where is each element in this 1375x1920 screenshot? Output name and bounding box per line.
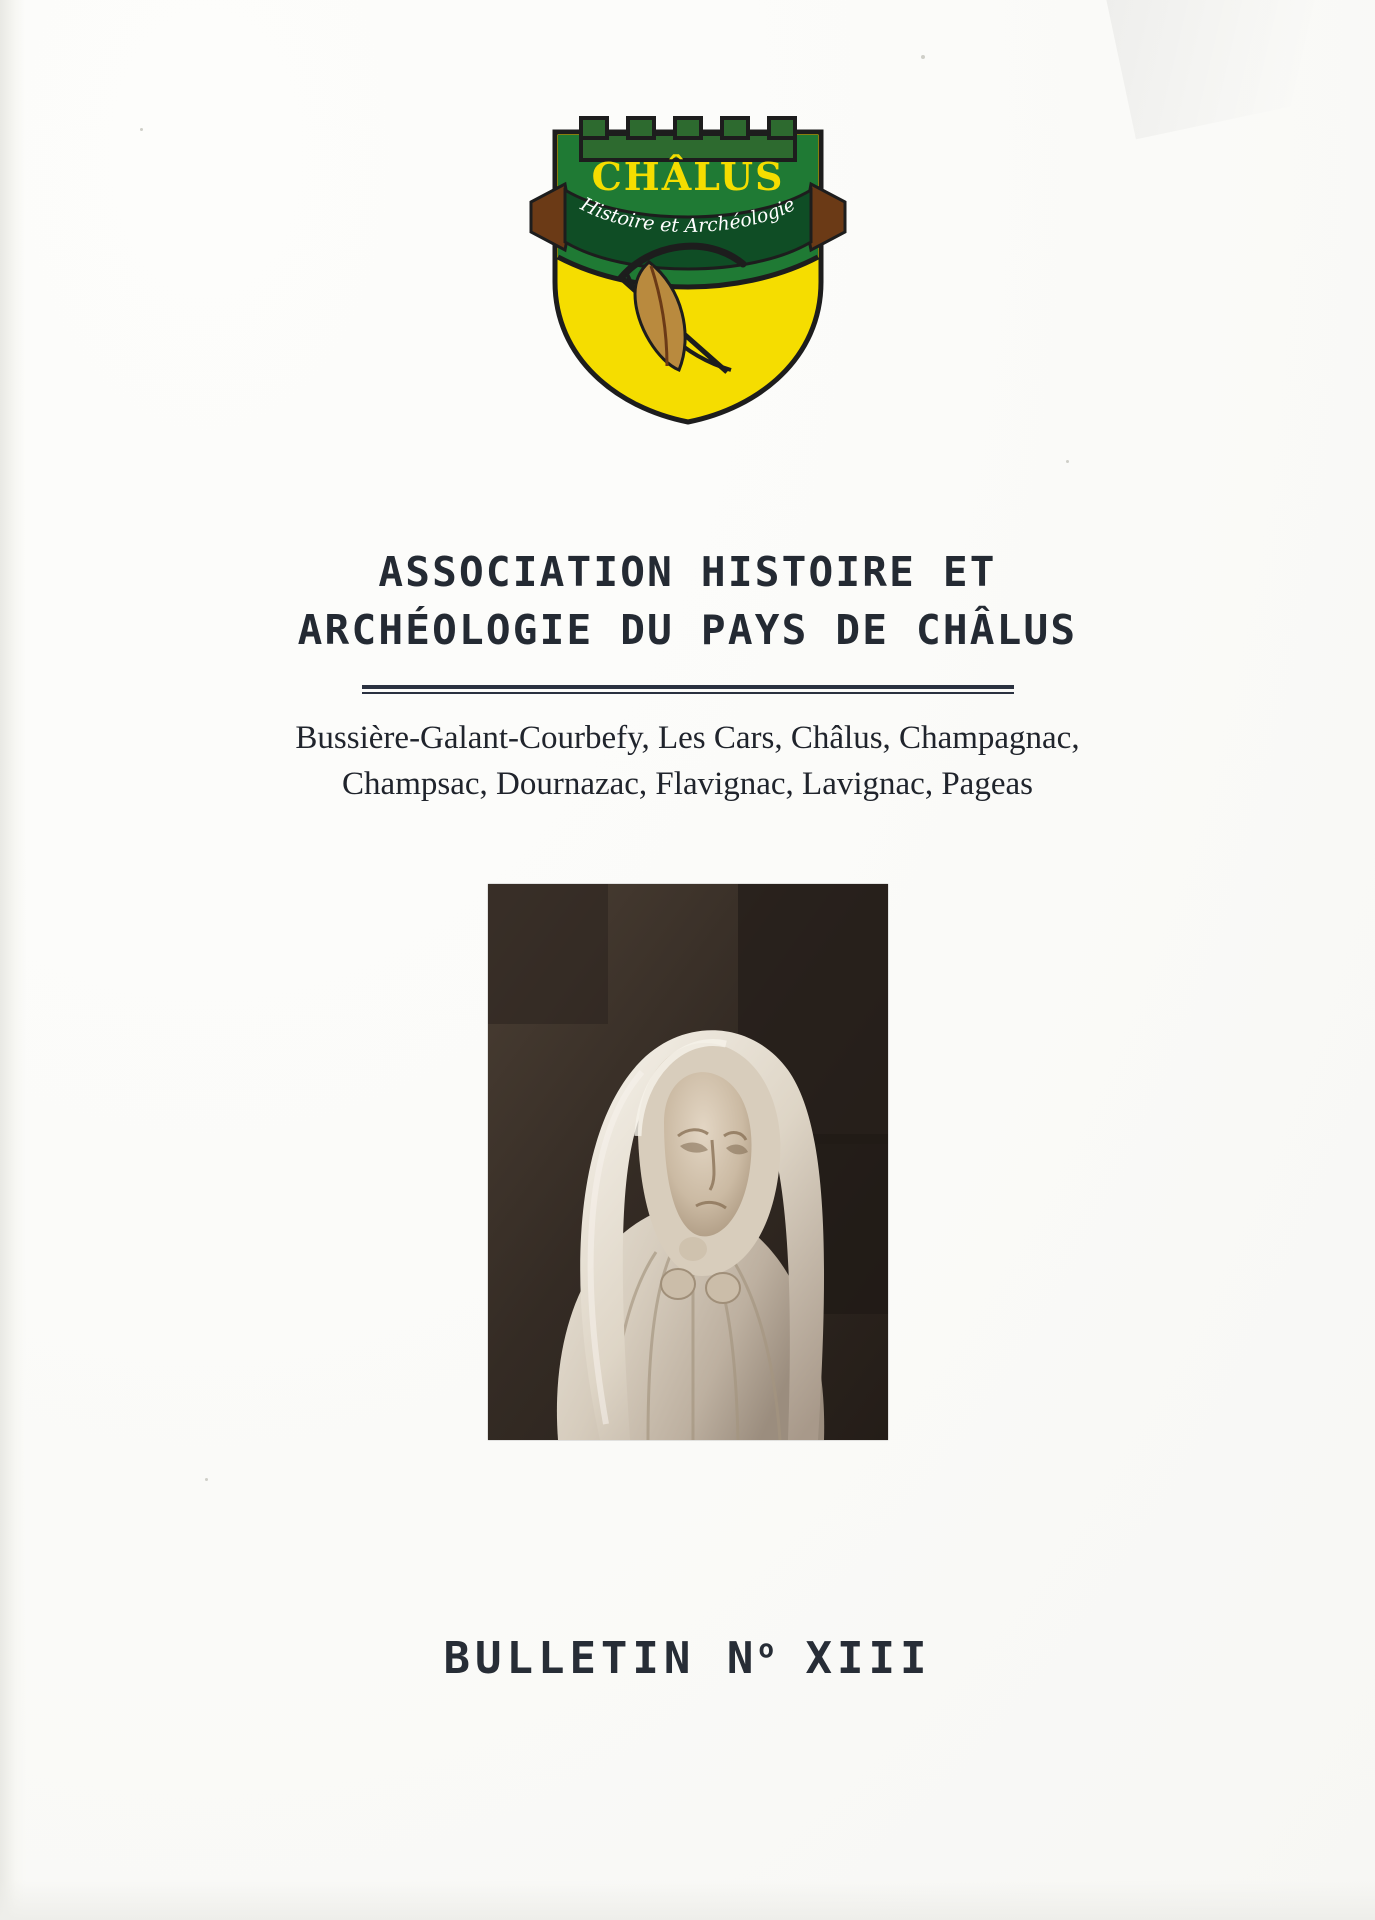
statue-illustration bbox=[488, 884, 888, 1440]
title-line-2: ARCHÉOLOGIE DU PAYS DE CHÂLUS bbox=[297, 606, 1078, 655]
crest-svg bbox=[523, 86, 853, 426]
page-title bbox=[158, 543, 1218, 659]
title-block bbox=[0, 543, 1375, 808]
cover-photo bbox=[488, 884, 888, 1440]
bulletin-ordinal: o bbox=[758, 1634, 775, 1665]
crest-top-text: CHÂLUS bbox=[591, 154, 784, 199]
crest-ribbon-text: Histoire et Archéologie bbox=[576, 193, 799, 238]
crest bbox=[523, 86, 853, 426]
communes-line-2: Champsac, Dournazac, Flavignac, Lavignac, Pageas bbox=[342, 765, 1033, 802]
bulletin-number: XIII bbox=[805, 1633, 932, 1684]
communes-line-1: Bussière-Galant-Courbefy, Les Cars, Châlus, Champagnac, bbox=[295, 720, 1080, 757]
divider-thick-rule bbox=[362, 685, 1014, 689]
bulletin-label: BULLETIN N bbox=[443, 1633, 759, 1684]
bulletin-line bbox=[0, 1633, 1375, 1684]
divider-thin-rule bbox=[362, 692, 1014, 694]
title-line-1: ASSOCIATION HISTOIRE ET bbox=[378, 548, 997, 596]
title-divider bbox=[362, 685, 1014, 694]
communes-list bbox=[173, 716, 1203, 807]
